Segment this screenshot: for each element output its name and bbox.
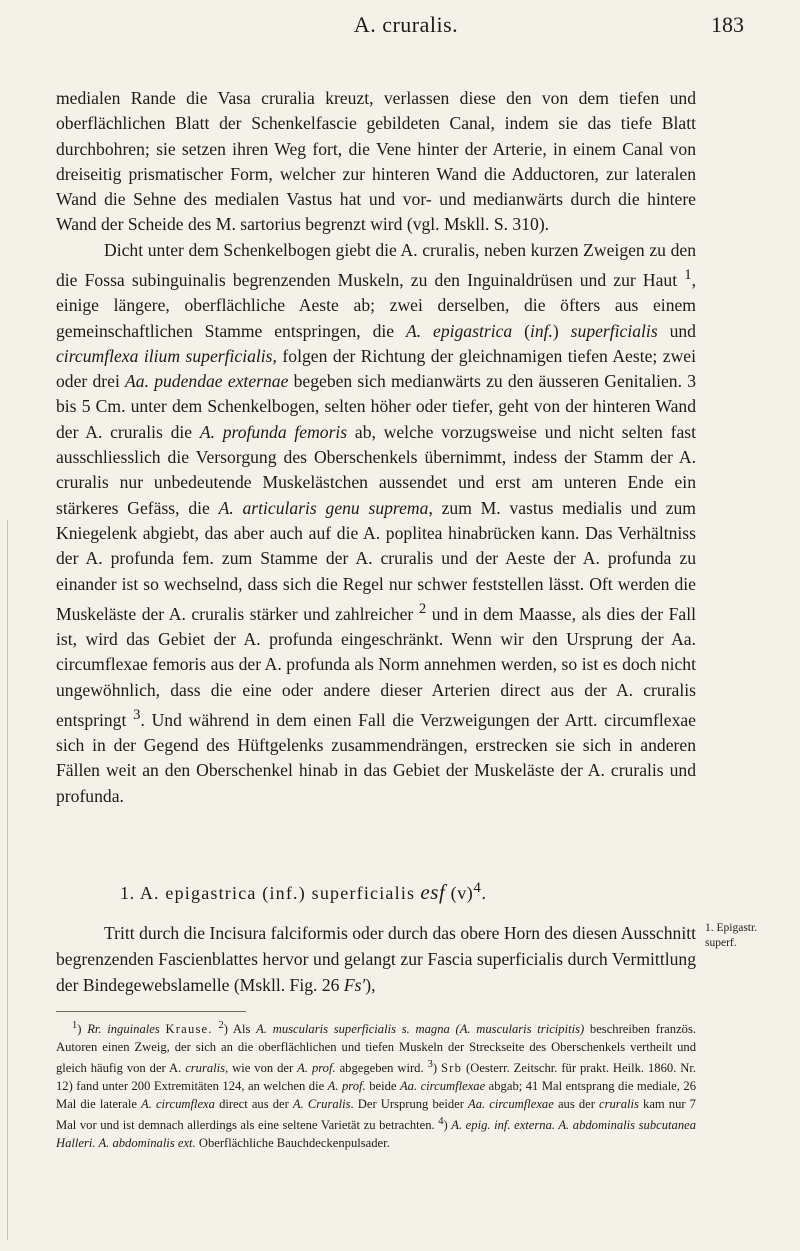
page-header [56, 8, 756, 42]
page-number: 183 [711, 12, 744, 37]
footnote-ref-1: 1 [684, 267, 692, 284]
footnote-divider [56, 1011, 246, 1012]
footnote-ref-4: 4 [473, 880, 482, 896]
footnote-1: $^1$) Rr. inguinales Krause. $^2$) Als A. muscularis superficialis s. magna (A. muscularis tricipitis) beschreiben französ. Autoren einen Zweig, der sich an die oberflächlichen und tiefen Muskeln der Streckseite des Oberschenkels vertheilt und gleich häufig von der A. cruralis, wie von der A. prof. abgegeben wird. $^3$) Srb (Oesterr. Zeitschr. für prakt. Heilk. 1860. Nr. 12) fand unter 200 Extremitäten 124, an welchen die A. prof. beide Aa. circumflexae abgab; 41 Mal entsprang die mediale, 26 Mal die laterale A. circumflexa direct aus der A. Cruralis. Der Ursprung beider Aa. circumflexae aus der cruralis kam nur 7 Mal vor und ist demnach allerdings als eine seltene Varietät zu betrachten. $^4$) A. epig. inf. externa. A. abdominalis subcutanea Halleri. A. abdominalis ext. Oberflächliche Bauchdeckenpulsader. [56, 1020, 697, 1151]
margin-note: 1. Epigastr. superf. [705, 922, 758, 949]
section-text: Tritt durch die Incisura falciformis oder durch das obere Horn des diesen Ausschnitt begrenzenden Fascienblattes hervor und gelangt zur Fascia superficialis durch Vermittlung der Bindegewebslamelle (Mskll. Fig. 26 Fs′), [56, 923, 696, 995]
main-text [56, 86, 696, 809]
paragraph-1: medialen Rande die Vasa cruralia kreuzt, verlassen diese den von dem tiefen und oberflächlichen Blatt der Schenkelfascie gebildeten Canal, indem sie das tiefe Blatt durchbohren; sie setzen ihren Weg fort, die Vene hinter der Arterie, in einem Canal von dreiseitig prismatischer Form, welcher zur hinteren Wand die Adductoren, zur lateralen Wand die Sehne des medialen Vastus hat und vor- und medianwärts durch die hintere Wand der Scheide des M. sartorius begrenzt wird (vgl. Mskll. S. 310). [56, 88, 696, 235]
footnote-ref-2: 2 [418, 600, 427, 617]
footnotes [56, 1017, 696, 1153]
footnote-ref-3: 3 [133, 706, 141, 723]
binding-edge-line [7, 520, 8, 1240]
paragraph-2: Dicht unter dem Schenkelbogen giebt die A. cruralis, neben kurzen Zweigen zu den die Fossa subinguinalis begrenzenden Muskeln, zu den Inguinaldrüsen und zur Haut $^1$, einige längere, oberflächliche Aeste ab; zwei derselben, die öfters aus einem gemeinschaftlichen Stamme entspringen, die A. epigastrica (inf.) superficialis und circumflexa ilium superficialis, folgen der Richtung der gleichnamigen tiefen Aeste; zwei oder drei Aa. pudendae externae begeben sich medianwärts zu den äusseren Genitalien. 3 bis 5 Cm. unter dem Schenkelbogen, selten höher oder tiefer, geht von der hinteren Wand der A. cruralis die A. profunda femoris ab, welche vorzugsweise und nicht selten fast ausschliesslich die Versorgung des Oberschenkels übernimmt, indess der Stamm der A. cruralis nur unbedeutende Muskelästchen aussendet und erst am unteren Ende ein stärkeres Gefäss, die A. articularis genu suprema, zum M. vastus medialis und zum Kniegelenk abgiebt, das aber auch auf die A. poplitea hinabrücken kann. Das Verhältniss der A. profunda fem. zum Stamme der A. cruralis und der Aeste der A. profunda zu einander ist so wechselnd, dass sich die Regel nur schwer feststellen lässt. Oft werden die Muskeläste der A. cruralis stärker und zahlreicher $^2$ und in dem Maasse, als dies der Fall ist, wird das Gebiet der A. profunda eingeschränkt. Wenn wir den Ursprung der Aa. circumflexae femoris aus der A. profunda als Norm annehmen werden, so ist es doch nicht ungewöhnlich, dass die eine oder andere dieser Arterien direct aus der A. cruralis entspringt $^3$. Und während in dem einen Fall die Verzweigungen der Artt. circumflexae sich in der Gegend des Hüftgelenks zusammendrängen, erstrecken sie sich in anderen Fällen weit an den Oberschenkel hinab in das Gebiet der Muskeläste der A. cruralis und profunda. [56, 239, 696, 806]
running-title: A. cruralis. [353, 12, 459, 37]
section-heading: 1. A. epigastrica (inf.) superficialis esf $(v)^4$. [120, 880, 487, 904]
